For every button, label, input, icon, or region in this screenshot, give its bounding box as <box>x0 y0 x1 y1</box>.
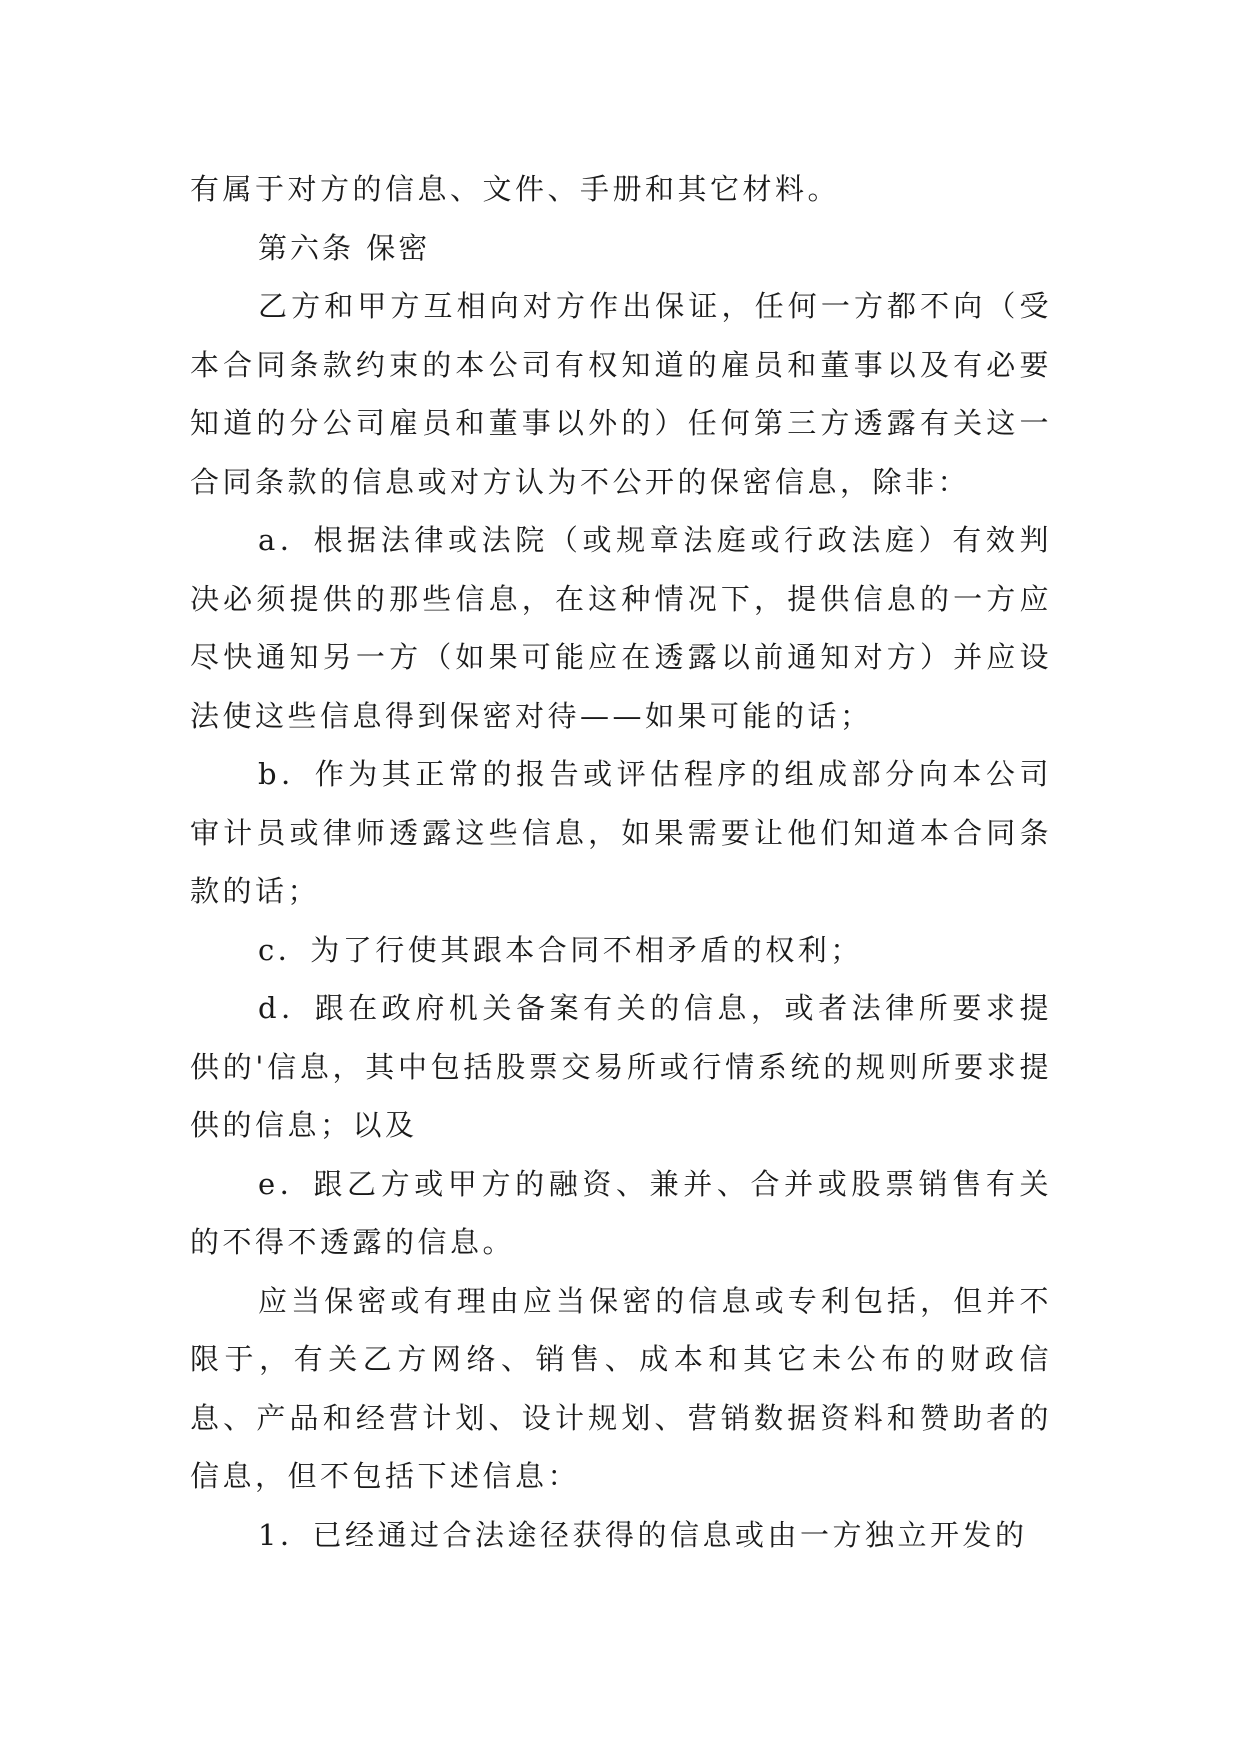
paragraph-continuation: 有属于对方的信息、文件、手册和其它材料。 <box>190 172 841 206</box>
paragraph-confidential-scope: 应当保密或有理由应当保密的信息或专利包括，但并不限于，有关乙方网络、销售、成本和其它未公布的财政信息、产品和经营计划、设计规划、营销数据资料和赞助者的信息，但不包括下述信息： <box>190 1283 1052 1493</box>
document-body <box>190 160 1052 1564</box>
paragraph-confidentiality-intro: 乙方和甲方互相向对方作出保证，任何一方都不向（受本合同条款约束的本公司有权知道的雇员和董事以及有必要知道的分公司雇员和董事以外的）任何第三方透露有关这一合同条款的信息或对方认为不公开的保密信息，除非： <box>190 289 1052 499</box>
clause-b: b．作为其正常的报告或评估程序的组成部分向本公司审计员或律师透露这些信息，如果需要让他们知道本合同条款的话； <box>190 757 1052 908</box>
clause-c: c．为了行使其跟本合同不相矛盾的权利； <box>258 932 863 967</box>
article-heading: 第六条 保密 <box>258 230 431 265</box>
exclusion-item-1: 1．已经通过合法途径获得的信息或由一方独立开发的 <box>258 1517 1028 1552</box>
clause-d: d．跟在政府机关备案有关的信息，或者法律所要求提供的'信息，其中包括股票交易所或行情系统的规则所要求提供的信息；以及 <box>190 991 1052 1142</box>
clause-a: a．根据法律或法院（或规章法庭或行政法庭）有效判决必须提供的那些信息，在这种情况下，提供信息的一方应尽快通知另一方（如果可能应在透露以前通知对方）并应设法使这些信息得到保密对待——如果可能的话； <box>190 523 1052 733</box>
clause-e: e．跟乙方或甲方的融资、兼并、合并或股票销售有关的不得不透露的信息。 <box>190 1166 1052 1259</box>
